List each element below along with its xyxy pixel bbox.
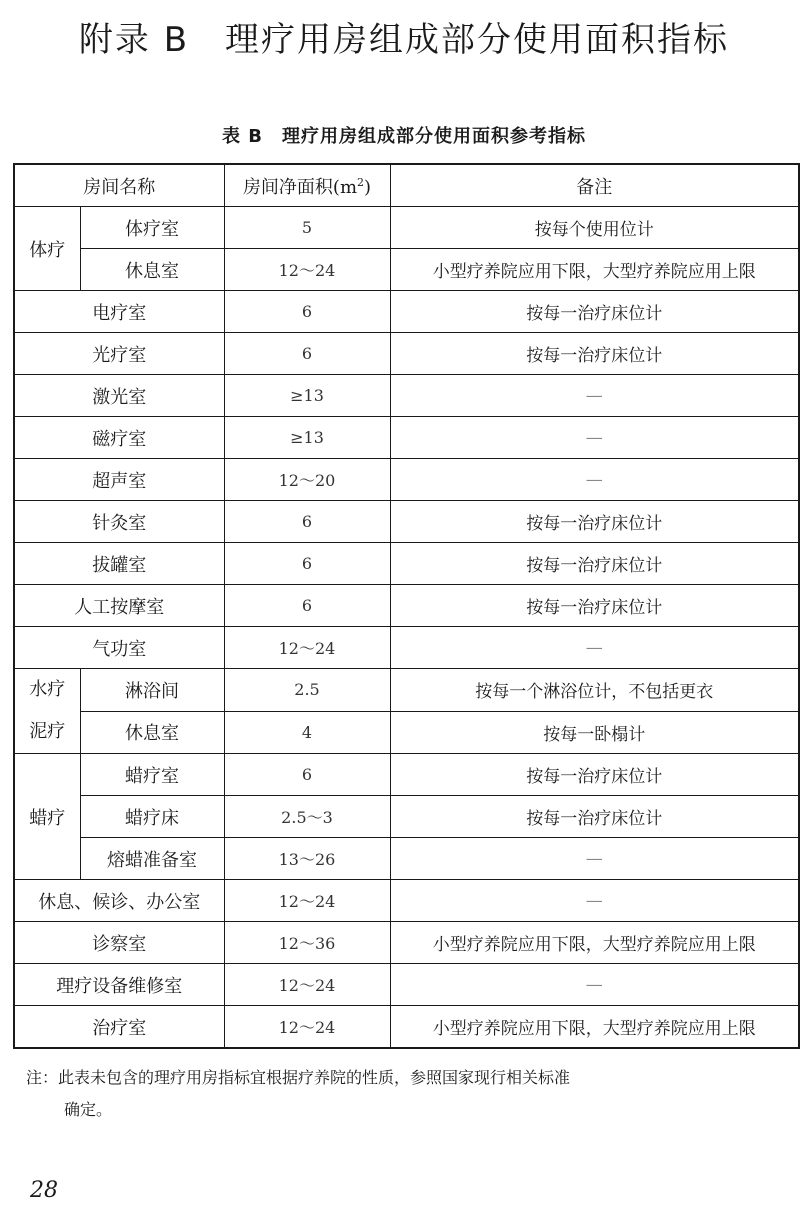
remark-cell: 按每一个淋浴位计，不包括更衣: [390, 669, 799, 712]
net-area-cell: 12～36: [224, 922, 390, 964]
table-row: [14, 501, 799, 543]
table-header-row: [14, 164, 799, 207]
room-name-cell: 磁疗室: [14, 417, 224, 459]
header-net-area: [224, 164, 390, 207]
remark-cell: —: [390, 964, 799, 1006]
net-area-cell: 4: [224, 711, 390, 754]
room-name-cell: 淋浴间: [80, 669, 224, 712]
table-caption: 表 B 理疗用房组成部分使用面积参考指标: [222, 126, 586, 147]
room-name-cell: 超声室: [14, 459, 224, 501]
footnote-line-1: 注：此表未包含的理疗用房指标宜根据疗养院的性质，参照国家现行相关标准: [26, 1068, 571, 1087]
remark-cell: 按每个使用位计: [390, 207, 799, 249]
net-area-cell: 6: [224, 543, 390, 585]
net-area-cell: 6: [224, 585, 390, 627]
remark-cell: 小型疗养院应用下限，大型疗养院应用上限: [390, 249, 799, 291]
table-row: [14, 459, 799, 501]
net-area-cell: 12～24: [224, 880, 390, 922]
room-name-cell: 光疗室: [14, 333, 224, 375]
remark-cell: 按每一治疗床位计: [390, 333, 799, 375]
remark-cell: 按每一卧榻计: [390, 711, 799, 754]
table-row: [14, 1006, 799, 1049]
room-name-cell: 拔罐室: [14, 543, 224, 585]
table-row: [14, 754, 799, 796]
remark-cell: 按每一治疗床位计: [390, 291, 799, 333]
table-row: [14, 333, 799, 375]
remark-cell: —: [390, 375, 799, 417]
room-name-cell: 蜡疗室: [80, 754, 224, 796]
table-row: [14, 207, 799, 249]
room-name-cell: 治疗室: [14, 1006, 224, 1049]
remark-cell: 按每一治疗床位计: [390, 796, 799, 838]
remark-cell: 按每一治疗床位计: [390, 754, 799, 796]
room-name-cell: 休息室: [80, 249, 224, 291]
remark-cell: 小型疗养院应用下限，大型疗养院应用上限: [390, 1006, 799, 1049]
table-footnote: [26, 1062, 801, 1126]
net-area-cell: 2.5: [224, 669, 390, 712]
group-label-niliao: 泥疗: [29, 721, 66, 742]
header-remark: 备注: [390, 164, 799, 207]
remark-cell: 按每一治疗床位计: [390, 585, 799, 627]
table-row: [14, 249, 799, 291]
table-row: [14, 964, 799, 1006]
header-net-area-sup: 2: [357, 175, 365, 189]
header-net-area-close: ): [364, 176, 372, 198]
net-area-cell: 12～24: [224, 249, 390, 291]
net-area-cell: ≥13: [224, 375, 390, 417]
footnote-line-2: 确定。: [64, 1100, 113, 1119]
room-name-cell: 激光室: [14, 375, 224, 417]
area-index-table: [13, 163, 800, 1049]
table-row: [14, 417, 799, 459]
table-row: [14, 838, 799, 880]
net-area-cell: 6: [224, 333, 390, 375]
room-name-cell: 体疗室: [80, 207, 224, 249]
table-row: [14, 627, 799, 669]
table-row: [14, 291, 799, 333]
net-area-cell: 6: [224, 501, 390, 543]
room-name-cell: 休息、候诊、办公室: [14, 880, 224, 922]
room-name-cell: 熔蜡准备室: [80, 838, 224, 880]
table-row: [14, 922, 799, 964]
group-cell-shuiliao-niliao: [14, 669, 80, 754]
remark-cell: 按每一治疗床位计: [390, 543, 799, 585]
net-area-cell: 12～24: [224, 1006, 390, 1049]
net-area-cell: 13～26: [224, 838, 390, 880]
header-net-area-label: 房间净面积(m: [242, 176, 358, 198]
net-area-cell: 12～20: [224, 459, 390, 501]
room-name-cell: 理疗设备维修室: [14, 964, 224, 1006]
room-name-cell: 诊察室: [14, 922, 224, 964]
net-area-cell: 6: [224, 291, 390, 333]
remark-cell: —: [390, 459, 799, 501]
group-cell-tiliao: 体疗: [14, 207, 80, 291]
table-row: [14, 585, 799, 627]
net-area-cell: 2.5～3: [224, 796, 390, 838]
table-row: [14, 711, 799, 754]
page-number: 28: [30, 1178, 58, 1203]
room-name-cell: 蜡疗床: [80, 796, 224, 838]
net-area-cell: 12～24: [224, 964, 390, 1006]
table-row: [14, 880, 799, 922]
net-area-cell: 12～24: [224, 627, 390, 669]
room-name-cell: 气功室: [14, 627, 224, 669]
room-name-cell: 休息室: [80, 711, 224, 754]
remark-cell: —: [390, 838, 799, 880]
room-name-cell: 人工按摩室: [14, 585, 224, 627]
header-room-name: 房间名称: [14, 164, 224, 207]
room-name-cell: 电疗室: [14, 291, 224, 333]
remark-cell: 按每一治疗床位计: [390, 501, 799, 543]
table-row: [14, 669, 799, 712]
remark-cell: —: [390, 417, 799, 459]
remark-cell: —: [390, 880, 799, 922]
table-row: [14, 543, 799, 585]
table-row: [14, 375, 799, 417]
group-label-shuiliao: 水疗: [29, 679, 66, 700]
net-area-cell: 6: [224, 754, 390, 796]
net-area-cell: ≥13: [224, 417, 390, 459]
remark-cell: —: [390, 627, 799, 669]
group-cell-laliao: 蜡疗: [14, 754, 80, 880]
room-name-cell: 针灸室: [14, 501, 224, 543]
net-area-cell: 5: [224, 207, 390, 249]
remark-cell: 小型疗养院应用下限，大型疗养院应用上限: [390, 922, 799, 964]
table-row: [14, 796, 799, 838]
appendix-title: 附录 B 理疗用房组成部分使用面积指标: [78, 20, 730, 60]
